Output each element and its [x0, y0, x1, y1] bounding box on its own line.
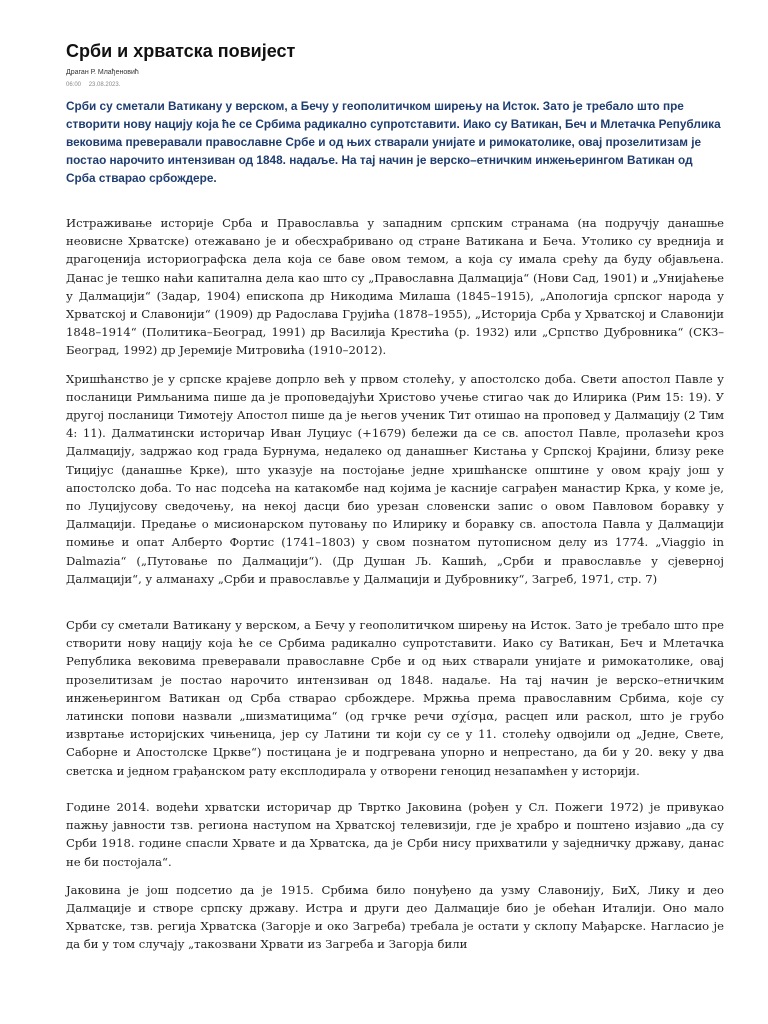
- article-paragraph: Истраживање историје Срба и Православља у западним српским странама (на подручју данашње неовисне Хрватске) отежавано је и обесхрабривано од стране Ватикана и Беча. Утолико су вреднија и драгоценија историографска дела која се баве овом темом, а која су имала срећу да буду објављена. Данас је тешко наћи капитална дела као што су „Православна Далмација“ (Нови Сад, 1901) и „Унијаћење у Далмацији“ (Задар, 1904) епископа др Никодима Милаша (1845–1915), „Апологија српског народа у Хрватској и Славонији“ (1909) др Радослава Грујића (1878–1955), „Историја Срба у Хрватској и Славонији 1848–1914“ (Политика–Београд, 1991) др Василија Крестића (р. 1932) или „Српство Дубровника“ (СКЗ–Београд, 1992) др Јеремије Митровића (1910–2012).: [66, 216, 724, 358]
- article-time: 06:00: [66, 82, 82, 88]
- article-title: Срби и хрватска повиjест: [66, 41, 296, 61]
- article-paragraph: Хришћанство је у српске крајеве допрло већ у првом столећу, у апостолско доба. Свети апостол Павле у посланици Римљанима пише да је проповедајући Христово учење стигао чак до Илирика (Рим 15: 19). У другој посланици Тимотеју Апостол пише да је његов ученик Тит отишао на проповед у Далмацију (2 Тим 4: 11). Далматински историчар Иван Луциус (+1679) бележи да се св. апостол Павле, пролазећи кроз Далмацију, задржао код града Бурнума, недалеко од данашњег Кистања у Српској Крајини, близу реке Тицијус (данашње Крке), што указује на постојање једне хришћанске општине у овом крају још у апостолско доба. То нас подсећа на катакомбе над којима је касније саграђен манастир Крка, у коме је, по Луцијусову сведочењу, на некој дасци био урезан словенски запис о овом Павловом боравку у Далмацији. Предање о мисионарском путовању по Илирику и боравку св. апостола Павла у Далмацији помиње и опат Алберто Фортис (1741–1803) у свом познатом путописном делу из 1774. „Viaggio in Dalmazia“ („Путовање по Далмацији“). (Др Душан Љ. Кашић, „Срби и православље у сјеверној Далмацији“, у алманаху „Срби и православље у Далмацији и Дубровнику“, Загреб, 1971, стр. 7): [66, 371, 724, 586]
- article-date: 23.08.2023.: [88, 82, 121, 88]
- article-paragraph: Јаковина је још подсетио да је 1915. Србима било понуђено да узму Славонију, БиХ, Лику и део Далмације и створе српску државу. Истра и други део Далмације био је обећан Италији. Оно мало Хрватске, тзв. регија Хрватска (Загорје и око Загреба) требала је остати у склопу Мађарске. Нагласио је да би у том случају „такозвани Хрвати из Загреба и Загорја били: [66, 882, 724, 952]
- article-author[interactable]: Драган Р. Млађеновић: [66, 69, 139, 76]
- article-paragraph: Године 2014. водећи хрватски историчар др Твртко Јаковина (рођен у Сл. Пожеги 1972) је привукао пажњу јавности тзв. регионa наступом на Хрватској телевизији, где је храбро и поштено изјавио „да су Срби 1918. године спасли Хрвате и да Хрватска, да је Срби нису прихватили у заједничку државу, данас не би постојала“.: [66, 799, 724, 869]
- article-paragraph: Срби су сметали Ватикану у верском, а Бечу у геополитичком ширењу на Исток. Зато је требало што пре створити нову нацију која ће се Србима радикално супротставити. Иако су Ватикан, Беч и Млетачка Република вековима преверавали православне Србе и од њих стварали унијате и римокатолике, овај прозелитизам је постао нарочито интензиван од 1848. надаље. На тај начин је верско–етничким инжењерингом Ватикан од Срба стварао србождере. Мржња према православним Србима, које су латински попови назвали „шизматицима“ (од грчке речи σχίσμα, расцеп или раскол, што је грубо извртање историјских чињеница, јер су Латини ти који су се у 11. столећу одвојили од „Једне, Свете, Саборне и Апостолске Цркве“) постицана је и подгревана упорно и непрестано, да би у 20. веку у два светска и једном грађанском рату експлодирала у отворени геноцид незапамћен у историји.: [66, 618, 724, 778]
- article-meta: [66, 81, 724, 89]
- article: [66, 40, 724, 954]
- article-lead: Срби су сметали Ватикану у верском, а Бечу у геополитичком ширењу на Исток. Зато је требало што пре створити нову нацију која ће се Србима радикално супротставити. Иако су Ватикан, Беч и Млетачка Република вековима преверавали православне Србе и од њих стварали унијате и римокатолике, овај прозелитизам је постао нарочито интензиван од 1848. надаље. На тај начин је верско–етничким инжењерингом Ватикан од Срба стварао србождере.: [66, 99, 721, 185]
